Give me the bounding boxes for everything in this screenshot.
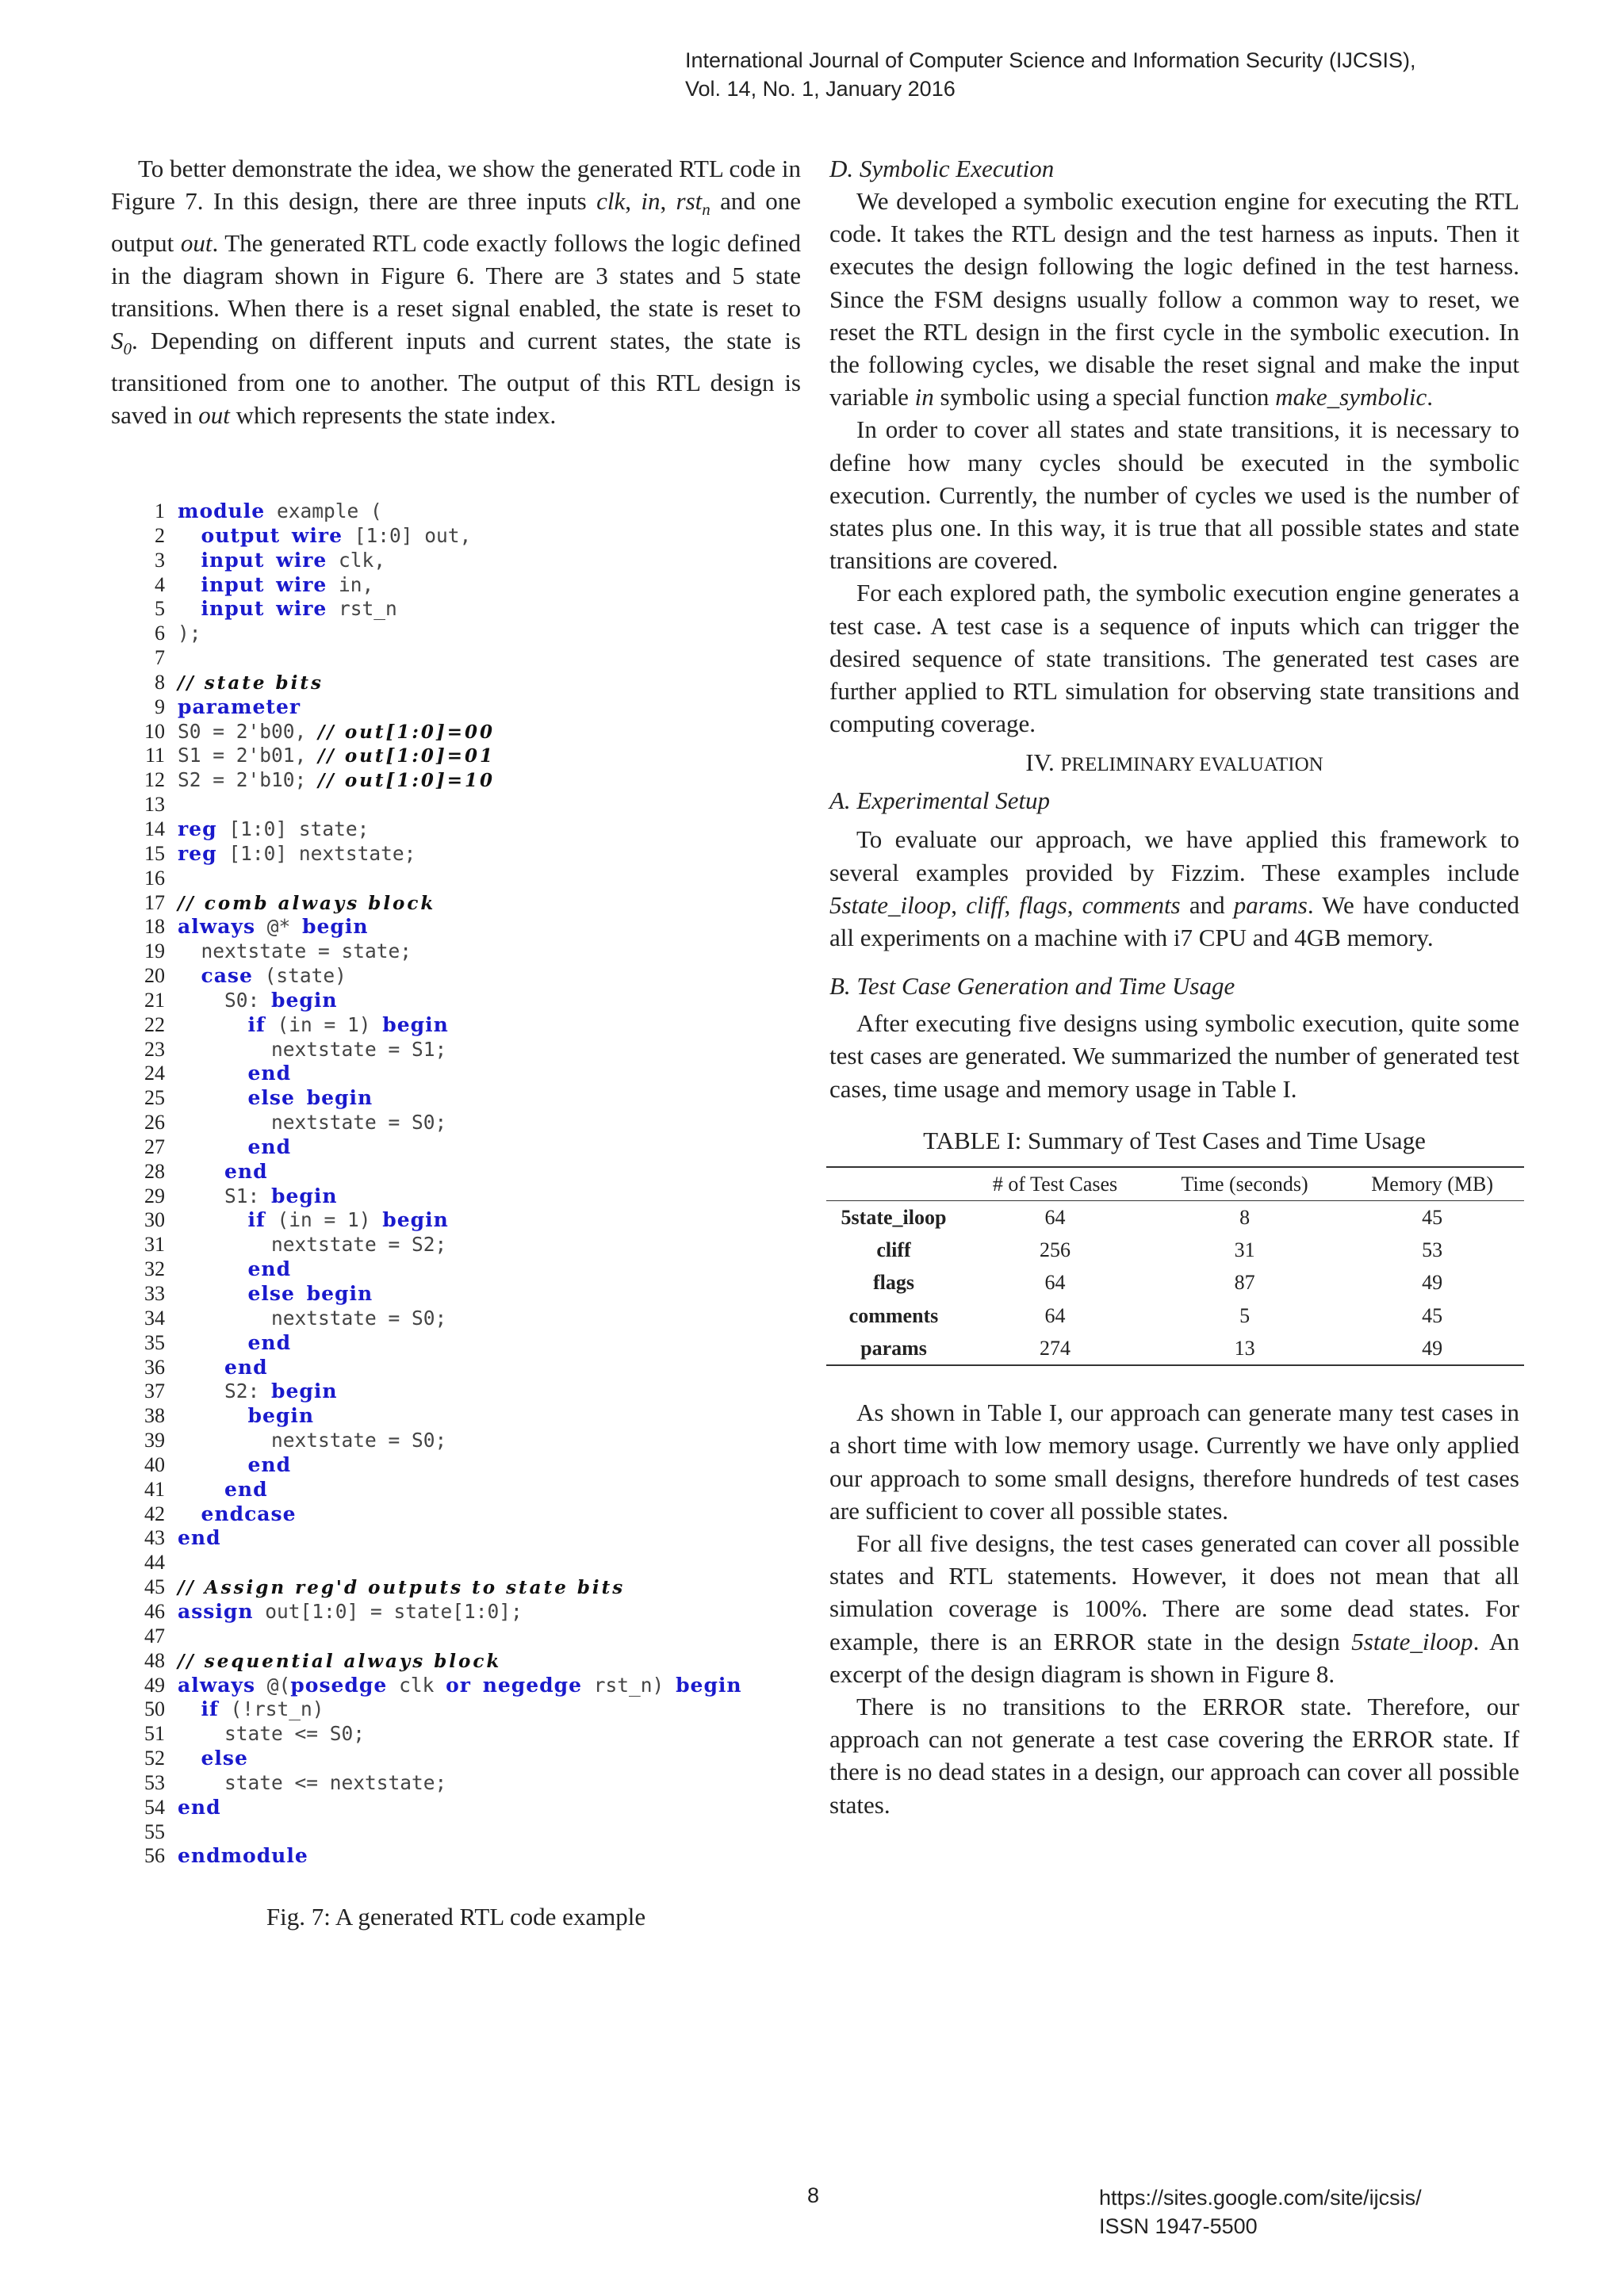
table-cell: 8 bbox=[1239, 1206, 1251, 1230]
line-number: 18 bbox=[144, 915, 165, 939]
line-number: 32 bbox=[144, 1257, 165, 1281]
table-header-row bbox=[826, 1167, 1524, 1201]
code-text bbox=[178, 1307, 446, 1331]
code-text bbox=[178, 744, 495, 769]
code-text bbox=[178, 1722, 365, 1747]
code-plain: clk, bbox=[327, 548, 386, 572]
code-keyword: parameter bbox=[178, 695, 301, 718]
line-number: 33 bbox=[144, 1282, 165, 1305]
code-plain: S0: bbox=[178, 988, 272, 1012]
line-number: 43 bbox=[144, 1526, 165, 1550]
code-plain bbox=[471, 1674, 483, 1697]
code-plain: nextstate = S2; bbox=[178, 1233, 447, 1257]
code-keyword: begin bbox=[247, 1404, 315, 1428]
code-plain: clk bbox=[387, 1673, 446, 1697]
code-text bbox=[178, 1771, 446, 1796]
code-plain: @* bbox=[255, 915, 303, 939]
code-plain bbox=[178, 1013, 248, 1036]
line-number: 19 bbox=[144, 939, 165, 963]
code-plain bbox=[178, 1208, 248, 1231]
code-text bbox=[178, 1674, 742, 1698]
code-text bbox=[178, 549, 385, 573]
line-number: 23 bbox=[144, 1037, 165, 1061]
table-column-header: # of Test Cases bbox=[961, 1167, 1149, 1201]
code-keyword: output bbox=[201, 523, 281, 547]
line-number: 27 bbox=[144, 1135, 165, 1158]
journal-header-line2: Vol. 14, No. 1, January 2016 bbox=[685, 77, 956, 101]
code-text bbox=[178, 1233, 446, 1257]
code-keyword: else bbox=[247, 1086, 295, 1110]
section-iv-title: PRELIMINARY EVALUATION bbox=[1060, 754, 1323, 776]
code-comment: // state bits bbox=[178, 672, 324, 694]
math-variable: $S_0$ bbox=[111, 327, 132, 359]
journal-header bbox=[685, 46, 1415, 103]
code-plain: S1: bbox=[178, 1184, 272, 1207]
code-text bbox=[178, 671, 324, 696]
code-keyword: negedge bbox=[482, 1673, 583, 1697]
code-text bbox=[178, 1013, 449, 1038]
section-d-heading: D. Symbolic Execution bbox=[829, 155, 1055, 182]
table-cell: 49 bbox=[1340, 1332, 1524, 1365]
code-text bbox=[178, 842, 416, 867]
code-plain bbox=[264, 573, 276, 596]
code-text bbox=[178, 1796, 221, 1820]
code-text bbox=[178, 964, 347, 989]
table-column-header bbox=[826, 1167, 961, 1201]
section-d-paragraph-3: For each explored path, the symbolic execution engine generates a test case. A test case is a sequence of inputs which can trigger the desired sequence of state transitions. The generated test cases are further applied to RTL simulation for observing state transitions and computing coverage. bbox=[829, 579, 1519, 738]
code-keyword: wire bbox=[276, 548, 327, 572]
line-number: 16 bbox=[144, 866, 165, 890]
code-text bbox=[178, 573, 373, 598]
line-number: 2 bbox=[155, 523, 165, 547]
code-text bbox=[178, 1429, 446, 1453]
code-keyword: input bbox=[201, 572, 265, 596]
code-plain bbox=[178, 1356, 224, 1379]
code-keyword: else bbox=[247, 1282, 295, 1305]
code-keyword: case bbox=[201, 964, 253, 988]
code-plain: S2: bbox=[178, 1380, 272, 1403]
footer-info bbox=[1099, 2183, 1422, 2241]
line-number: 45 bbox=[144, 1575, 165, 1599]
figure-caption: Fig. 7: A generated RTL code example bbox=[266, 1903, 646, 1931]
code-keyword: end bbox=[247, 1062, 292, 1085]
section-a-paragraph: To evaluate our approach, we have applied this framework to several examples provided by Fizzim. These examples include 5state_iloop, cliff, flags, comments and params. We have conducted all experiments on a machine with i7 CPU and 4GB memory. bbox=[829, 825, 1520, 952]
code-text bbox=[178, 939, 412, 964]
code-keyword: end bbox=[178, 1795, 221, 1819]
code-comment: // Assign reg'd outputs to state bits bbox=[178, 1577, 626, 1599]
code-plain: S2 = 2'b10; bbox=[178, 768, 319, 792]
table-cell: 53 bbox=[1422, 1238, 1443, 1262]
code-keyword: end bbox=[224, 1355, 268, 1379]
section-d-paragraph-1: We developed a symbolic execution engine for executing the RTL code. It takes the RTL design and the test harness as inputs. Then it executes the design following the logic defined in the test harness. Since the FSM designs usually follow a common way to reset, we reset the RTL design in the first cycle in the symbolic execution. In the following cycles, we disable the reset signal and make the input variable in symbolic using a special function make_symbolic. bbox=[829, 187, 1519, 411]
page-number: 8 bbox=[807, 2183, 820, 2207]
line-number: 41 bbox=[144, 1477, 165, 1501]
line-number: 13 bbox=[144, 793, 165, 817]
journal-header-line1: International Journal of Computer Science and Information Security (IJCSIS), bbox=[685, 48, 1416, 72]
line-number: 46 bbox=[144, 1599, 165, 1623]
code-keyword: if bbox=[201, 1697, 219, 1721]
line-number: 52 bbox=[144, 1747, 165, 1770]
line-number: 6 bbox=[155, 622, 165, 645]
math-variable: flags bbox=[1019, 890, 1067, 919]
right-column bbox=[829, 152, 1519, 1821]
code-plain bbox=[178, 524, 201, 547]
code-text bbox=[178, 1502, 296, 1527]
math-variable: 5state_iloop bbox=[829, 890, 952, 919]
code-plain bbox=[178, 1502, 201, 1525]
line-number: 55 bbox=[144, 1820, 165, 1843]
code-keyword: begin bbox=[302, 915, 369, 939]
table-row bbox=[826, 1201, 1524, 1234]
code-keyword: if bbox=[247, 1012, 266, 1036]
code-text bbox=[178, 817, 369, 842]
code-text bbox=[178, 622, 201, 646]
table-cell: 256 bbox=[1040, 1238, 1071, 1262]
line-number: 22 bbox=[144, 1012, 165, 1036]
math-variable: rst$_n$ bbox=[676, 187, 710, 220]
code-plain: (in = 1) bbox=[265, 1208, 383, 1232]
code-plain bbox=[178, 597, 201, 620]
code-plain: [1:0] nextstate; bbox=[216, 841, 416, 865]
table-row-label: 5state_iloop bbox=[841, 1206, 947, 1230]
code-plain bbox=[178, 1282, 248, 1305]
code-plain bbox=[178, 1086, 248, 1109]
section-iv-number: IV. bbox=[1025, 748, 1061, 777]
code-plain bbox=[178, 1062, 248, 1085]
line-number: 47 bbox=[144, 1624, 165, 1647]
table-cell: 64 bbox=[1044, 1206, 1066, 1230]
table-row-label: comments bbox=[848, 1303, 939, 1327]
math-variable: 5state_iloop bbox=[1351, 1627, 1473, 1655]
line-number: 31 bbox=[144, 1233, 165, 1257]
code-plain: nextstate = S0; bbox=[178, 1306, 447, 1330]
code-comment: // comb always block bbox=[178, 892, 436, 914]
code-plain bbox=[295, 1086, 307, 1109]
code-keyword: wire bbox=[276, 572, 327, 596]
code-plain bbox=[280, 524, 292, 547]
code-plain: [1:0] state; bbox=[216, 817, 370, 840]
table-cell: 45 bbox=[1422, 1206, 1443, 1230]
table-row-label: params bbox=[826, 1332, 961, 1365]
line-number: 54 bbox=[144, 1795, 165, 1819]
line-number: 51 bbox=[144, 1722, 165, 1746]
code-text bbox=[178, 1453, 291, 1478]
code-plain: nextstate = S0; bbox=[178, 1111, 447, 1135]
line-number: 35 bbox=[144, 1330, 165, 1354]
line-number: 20 bbox=[144, 964, 165, 988]
table-caption: TABLE I: Summary of Test Cases and Time Usage bbox=[923, 1126, 1426, 1154]
line-number: 25 bbox=[144, 1086, 165, 1110]
section-a-heading: A. Experimental Setup bbox=[829, 786, 1051, 815]
math-variable: make_symbolic bbox=[1275, 383, 1427, 411]
summary-table bbox=[826, 1166, 1524, 1366]
code-plain bbox=[178, 1160, 224, 1183]
math-variable: params bbox=[1233, 890, 1308, 919]
line-number: 21 bbox=[144, 988, 165, 1012]
code-keyword: end bbox=[247, 1257, 292, 1281]
line-number: 9 bbox=[155, 695, 165, 718]
code-keyword: begin bbox=[271, 1380, 338, 1403]
code-text bbox=[178, 1184, 338, 1209]
code-keyword: module bbox=[178, 499, 266, 522]
code-keyword: end bbox=[247, 1452, 292, 1476]
code-plain: in, bbox=[327, 572, 374, 596]
code-text bbox=[178, 1208, 449, 1233]
code-text bbox=[178, 720, 495, 745]
section-d-paragraph-2: In order to cover all states and state transitions, it is necessary to define how many cycles should be executed in the symbolic execution. Currently, the number of cycles we used is the number of states plus one. In this way, it is true that all possible states and state transitions are covered. bbox=[829, 415, 1519, 575]
code-keyword: input bbox=[201, 597, 265, 621]
line-number: 28 bbox=[144, 1159, 165, 1183]
table-cell: 13 bbox=[1149, 1332, 1340, 1365]
line-number: 15 bbox=[144, 841, 165, 865]
code-plain bbox=[178, 1747, 201, 1770]
line-number: 40 bbox=[144, 1452, 165, 1476]
table-cell: 49 bbox=[1422, 1271, 1443, 1295]
math-variable: clk bbox=[596, 187, 626, 216]
table-row bbox=[826, 1234, 1524, 1266]
line-number: 42 bbox=[144, 1502, 165, 1525]
code-text bbox=[178, 695, 301, 720]
line-number: 1 bbox=[155, 499, 165, 522]
math-variable: out bbox=[180, 228, 213, 257]
line-number: 26 bbox=[144, 1111, 165, 1135]
line-number: 3 bbox=[155, 548, 165, 572]
line-number: 34 bbox=[144, 1306, 165, 1330]
code-text bbox=[178, 1575, 625, 1601]
line-number: 7 bbox=[155, 646, 165, 670]
code-keyword: reg bbox=[178, 841, 217, 865]
code-plain: rst_n) bbox=[582, 1673, 676, 1697]
code-keyword: always bbox=[178, 915, 256, 939]
code-plain: @( bbox=[255, 1673, 291, 1697]
section-b-heading: B. Test Case Generation and Time Usage bbox=[829, 972, 1235, 1001]
code-text bbox=[178, 915, 369, 939]
code-keyword: begin bbox=[271, 988, 338, 1012]
code-keyword: begin bbox=[271, 1184, 338, 1207]
line-number: 8 bbox=[155, 670, 165, 694]
code-plain: (!rst_n) bbox=[218, 1697, 324, 1721]
code-plain: nextstate = state; bbox=[178, 939, 412, 963]
code-plain bbox=[178, 549, 201, 572]
code-plain: out[1:0] = state[1:0]; bbox=[253, 1599, 523, 1623]
code-text bbox=[178, 1038, 446, 1062]
line-number: 38 bbox=[144, 1404, 165, 1428]
code-text bbox=[178, 1600, 523, 1624]
line-number: 44 bbox=[144, 1551, 165, 1575]
table-row bbox=[826, 1332, 1524, 1365]
code-keyword: end bbox=[247, 1330, 292, 1354]
code-keyword: always bbox=[178, 1673, 256, 1697]
code-plain bbox=[178, 964, 201, 987]
code-comment: // sequential always block bbox=[178, 1650, 502, 1672]
intro-paragraph: To better demonstrate the idea, we show the generated RTL code in Figure 7. In this design, there are three inputs clk, in, rst$_n$ and one output out. The generated RTL code exactly follows the logic defined in the diagram shown in Figure 6. There are 3 states and 5 state transitions. When there is a reset signal enabled, the state is reset to $S_0$. Depending on different inputs and current states, the state is transitioned from one to another. The output of this RTL design is saved in out which represents the state index. bbox=[111, 155, 801, 429]
math-variable: comments bbox=[1082, 890, 1181, 919]
code-plain bbox=[178, 1257, 248, 1280]
code-keyword: end bbox=[247, 1135, 292, 1158]
table-cell: 64 bbox=[1044, 1271, 1066, 1295]
section-iv-heading bbox=[829, 746, 1519, 781]
code-keyword: endmodule bbox=[178, 1844, 308, 1868]
math-variable: cliff bbox=[966, 890, 1005, 919]
line-number: 14 bbox=[144, 817, 165, 840]
code-text bbox=[178, 499, 382, 524]
line-number: 30 bbox=[144, 1208, 165, 1232]
table-row bbox=[826, 1299, 1524, 1332]
code-keyword: posedge bbox=[290, 1673, 388, 1697]
code-plain: (state) bbox=[252, 964, 347, 988]
math-variable: in bbox=[641, 187, 661, 216]
footer-issn: ISSN 1947-5500 bbox=[1099, 2214, 1258, 2238]
code-keyword: else bbox=[201, 1747, 248, 1770]
left-column bbox=[111, 152, 801, 431]
section-b-paragraph: After executing five designs using symbolic execution, quite some test cases are generated. We summarized the number of generated test cases, time usage and memory usage in Table I. bbox=[829, 1009, 1519, 1103]
line-number: 11 bbox=[144, 744, 165, 767]
code-keyword: end bbox=[178, 1526, 221, 1550]
line-number: 29 bbox=[144, 1184, 165, 1207]
code-keyword: end bbox=[224, 1159, 268, 1183]
code-text bbox=[178, 1062, 291, 1086]
code-keyword: assign bbox=[178, 1599, 254, 1623]
code-plain bbox=[178, 1404, 248, 1427]
code-keyword: input bbox=[201, 548, 265, 572]
code-plain bbox=[295, 1282, 307, 1305]
table-row-label: flags bbox=[873, 1271, 914, 1295]
line-number: 5 bbox=[155, 597, 165, 621]
code-text bbox=[178, 1331, 291, 1356]
line-number: 10 bbox=[144, 719, 165, 743]
code-keyword: end bbox=[224, 1477, 268, 1501]
code-comment: // out[1:0]=00 bbox=[318, 721, 496, 743]
table-row bbox=[826, 1266, 1524, 1299]
code-keyword: begin bbox=[382, 1012, 449, 1036]
code-plain bbox=[178, 1478, 224, 1501]
code-text bbox=[178, 891, 435, 916]
code-text bbox=[178, 597, 397, 622]
code-keyword: begin bbox=[676, 1673, 742, 1697]
code-plain: S0 = 2'b00, bbox=[178, 719, 319, 743]
code-keyword: reg bbox=[178, 817, 217, 840]
code-text bbox=[178, 1160, 268, 1184]
code-keyword: if bbox=[247, 1208, 266, 1232]
footer-url: https://sites.google.com/site/ijcsis/ bbox=[1099, 2186, 1422, 2210]
code-text bbox=[178, 1257, 291, 1282]
code-text bbox=[178, 1356, 268, 1380]
code-comment: // out[1:0]=01 bbox=[318, 745, 496, 767]
code-text bbox=[178, 1697, 324, 1722]
table-cell: 5 bbox=[1239, 1303, 1251, 1327]
code-text bbox=[178, 1649, 501, 1674]
code-text bbox=[178, 1282, 373, 1307]
code-plain bbox=[264, 597, 276, 620]
code-text bbox=[178, 1526, 221, 1551]
code-keyword: endcase bbox=[201, 1502, 297, 1525]
code-comment: // out[1:0]=10 bbox=[318, 770, 496, 792]
code-plain: example ( bbox=[265, 499, 382, 522]
code-text bbox=[178, 1086, 373, 1111]
line-number: 4 bbox=[155, 572, 165, 596]
code-text bbox=[178, 1844, 308, 1869]
code-plain: [1:0] out, bbox=[343, 523, 472, 547]
code-plain: state <= S0; bbox=[178, 1722, 366, 1746]
line-number: 12 bbox=[144, 768, 165, 792]
code-keyword: begin bbox=[306, 1086, 373, 1110]
code-plain: nextstate = S1; bbox=[178, 1037, 447, 1061]
code-keyword: begin bbox=[382, 1208, 449, 1232]
code-text bbox=[178, 768, 495, 794]
table-cell: 64 bbox=[1044, 1303, 1066, 1327]
code-keyword: begin bbox=[306, 1282, 373, 1305]
code-plain bbox=[178, 1697, 201, 1720]
line-number: 48 bbox=[144, 1648, 165, 1672]
code-keyword: wire bbox=[291, 523, 343, 547]
line-number: 49 bbox=[144, 1673, 165, 1697]
line-number: 56 bbox=[144, 1844, 165, 1868]
code-plain bbox=[178, 1135, 248, 1158]
code-plain bbox=[178, 1331, 248, 1354]
code-plain: nextstate = S0; bbox=[178, 1429, 447, 1452]
evaluation-paragraph-3: There is no transitions to the ERROR state. Therefore, our approach can not generate a test case covering the ERROR state. If there is no dead states in a design, our approach can cover all possible states. bbox=[829, 1692, 1519, 1819]
code-text bbox=[178, 1135, 291, 1160]
table-column-header: Memory (MB) bbox=[1340, 1167, 1524, 1201]
math-variable: in bbox=[914, 383, 934, 411]
line-number: 53 bbox=[144, 1770, 165, 1794]
table-cell: 274 bbox=[961, 1332, 1149, 1365]
table-cell: 31 bbox=[1234, 1238, 1255, 1262]
evaluation-paragraph-2: For all five designs, the test cases generated can cover all possible states and RTL statements. However, it does not mean that all simulation coverage is 100%. There are some dead states. For example, there is an ERROR state in the design 5state_iloop. An excerpt of the design diagram is shown in Figure 8. bbox=[829, 1529, 1519, 1688]
line-number: 37 bbox=[144, 1380, 165, 1403]
code-plain: ); bbox=[178, 622, 201, 645]
code-text bbox=[178, 1478, 268, 1502]
line-number: 50 bbox=[144, 1697, 165, 1721]
table-column-header: Time (seconds) bbox=[1149, 1167, 1340, 1201]
math-variable: out bbox=[198, 400, 230, 429]
code-plain: state <= nextstate; bbox=[178, 1770, 447, 1794]
code-text bbox=[178, 1111, 446, 1135]
table-row-label: cliff bbox=[876, 1238, 911, 1262]
code-text bbox=[178, 1747, 248, 1771]
code-plain bbox=[178, 1453, 248, 1476]
code-text bbox=[178, 1404, 314, 1429]
code-keyword: wire bbox=[276, 597, 327, 621]
line-number: 36 bbox=[144, 1355, 165, 1379]
evaluation-paragraph-1: As shown in Table I, our approach can generate many test cases in a short time with low memory usage. Currently we have only applied our approach to some small designs, therefore hundreds of test cases are sufficient to cover all possible states. bbox=[829, 1399, 1519, 1525]
line-number: 17 bbox=[144, 890, 165, 914]
code-text bbox=[178, 1380, 338, 1404]
code-plain bbox=[264, 549, 276, 572]
code-text bbox=[178, 989, 338, 1013]
table-cell: 87 bbox=[1234, 1271, 1255, 1295]
code-text bbox=[178, 524, 471, 549]
code-plain: rst_n bbox=[327, 597, 397, 621]
line-number: 24 bbox=[144, 1062, 165, 1085]
code-keyword: or bbox=[446, 1673, 471, 1697]
code-plain: S1 = 2'b01, bbox=[178, 744, 319, 767]
code-plain: (in = 1) bbox=[265, 1012, 383, 1036]
code-plain bbox=[178, 573, 201, 596]
line-number: 39 bbox=[144, 1429, 165, 1452]
table-cell: 45 bbox=[1422, 1303, 1443, 1327]
